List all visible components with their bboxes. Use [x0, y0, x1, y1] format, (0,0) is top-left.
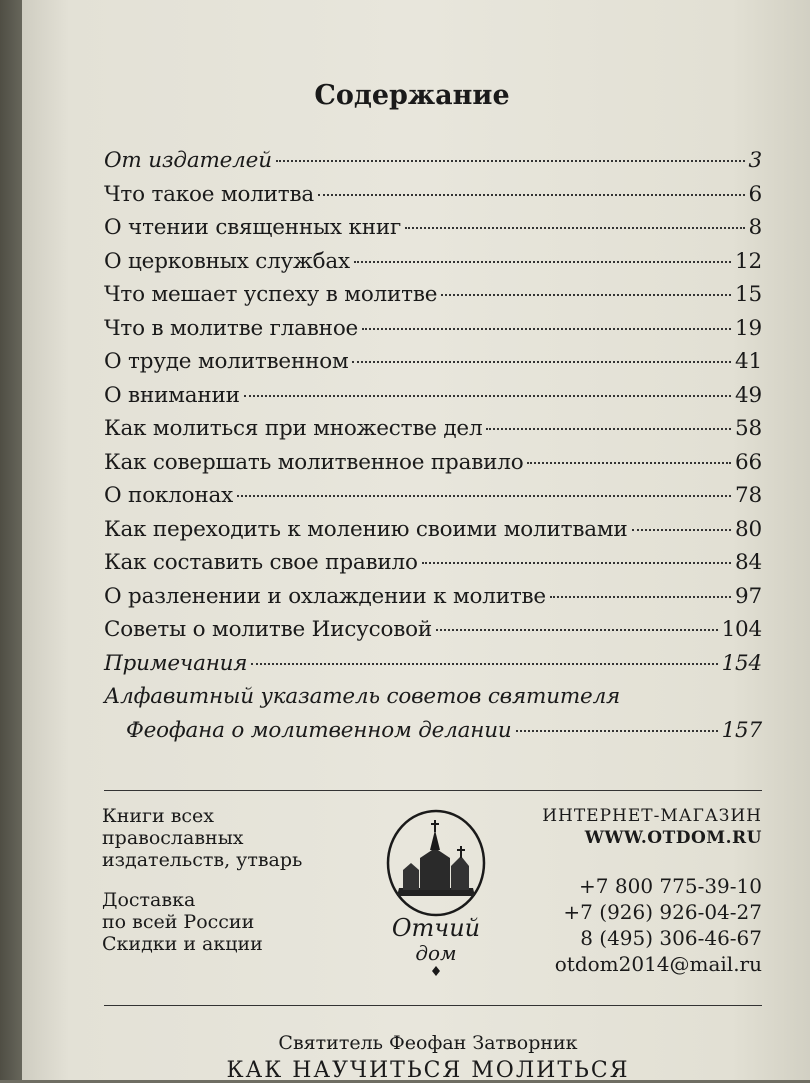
toc-page-number: 104 [721, 617, 762, 642]
toc-page-number: 58 [735, 416, 762, 441]
toc-entry-title: Что в молитве главное [104, 315, 359, 341]
toc-entry [104, 349, 762, 383]
dot-leader [244, 395, 731, 397]
logo-text-2: дом [415, 941, 457, 965]
otchiy-dom-logo [375, 808, 497, 978]
toc-entry [104, 617, 762, 651]
ad-text: православных [102, 827, 244, 849]
email-address[interactable]: otdom2014@mail.ru [554, 952, 762, 976]
divider-top [104, 790, 762, 791]
ad-text: Доставка [102, 889, 196, 911]
toc-entry [104, 282, 762, 316]
shop-label: ИНТЕРНЕТ-МАГАЗИН [542, 806, 762, 826]
dot-leader [527, 462, 731, 464]
toc-page-number: 84 [735, 550, 762, 575]
toc-entry-title: Как составить свое правило [104, 550, 418, 575]
toc-entry-title: О церковных службах [104, 248, 350, 274]
book-title: КАК НАУЧИТЬСЯ МОЛИТЬСЯ [226, 1058, 630, 1083]
toc-entry-title: Как молиться при множестве дел [104, 416, 483, 441]
toc-entry [104, 483, 762, 517]
toc-entry [104, 148, 762, 182]
dot-leader [436, 629, 718, 631]
phone-number: 8 (495) 306-46-67 [580, 926, 762, 950]
divider-bottom [104, 1005, 762, 1006]
toc-page-number: 97 [735, 583, 762, 609]
toc-entry [104, 450, 762, 484]
page-title: Содержание [314, 80, 510, 111]
toc-page-number: 154 [721, 650, 762, 676]
toc-page-number: 66 [735, 449, 762, 475]
toc-page-number: 78 [735, 483, 762, 508]
dot-leader [354, 261, 731, 263]
toc-entry-title: О внимании [104, 382, 240, 408]
dot-leader [486, 428, 731, 430]
toc-entry-title: О чтении священных книг [104, 215, 402, 240]
toc-page-number: 12 [735, 248, 762, 274]
toc-entry [104, 651, 762, 685]
toc-entry-title: Феофана о молитвенном делании [126, 717, 512, 743]
toc-page-number: 157 [721, 717, 762, 743]
phone-number: +7 800 775-39-10 [579, 874, 762, 898]
dot-leader [362, 328, 731, 330]
dot-leader [318, 194, 745, 196]
toc-entry [104, 416, 762, 450]
toc-page-number: 41 [735, 349, 762, 374]
book-page [22, 0, 810, 1083]
logo-text-1: Отчий [391, 914, 481, 942]
toc-page-number: 3 [748, 148, 762, 173]
toc-entry [104, 215, 762, 249]
ad-text: по всей России [102, 911, 255, 933]
dot-leader [516, 730, 718, 732]
dot-leader [550, 596, 731, 598]
author-name: Святитель Феофан Затворник [278, 1032, 578, 1054]
toc-page-number: 80 [735, 516, 762, 542]
dot-leader [352, 361, 731, 363]
toc-entry-title: О труде молитвенном [104, 349, 349, 374]
toc-entry [104, 383, 762, 417]
toc-entry [104, 718, 762, 752]
toc-page-number: 6 [748, 181, 762, 207]
toc-entry-title: О разленении и охлаждении к молитве [104, 583, 546, 609]
toc-entry-title: Как переходить к молению своими молитвами [104, 516, 628, 542]
dot-leader [405, 227, 744, 229]
phone-number: +7 (926) 926-04-27 [563, 900, 762, 924]
toc-entry [104, 517, 762, 551]
dot-leader [251, 663, 717, 665]
toc-entry [104, 584, 762, 618]
dot-leader [276, 160, 745, 162]
toc-entry-title: Алфавитный указатель советов святителя [104, 684, 621, 709]
website-link[interactable]: WWW.OTDOM.RU [584, 828, 762, 848]
ad-left-column [102, 805, 382, 955]
dot-leader [632, 529, 732, 531]
toc-entry-title: Что такое молитва [104, 181, 315, 207]
toc-page-number: 8 [748, 215, 762, 240]
table-of-contents [104, 148, 762, 751]
toc-entry-title: Как совершать молитвенное правило [104, 449, 524, 475]
toc-entry [104, 550, 762, 584]
dot-leader [237, 495, 731, 497]
ad-text: издательств, утварь [102, 849, 303, 871]
toc-entry-title: От издателей [104, 148, 272, 173]
toc-entry-title: Что мешает успеху в молитве [104, 282, 438, 307]
toc-entry [104, 182, 762, 216]
ad-text: Скидки и акции [102, 933, 263, 955]
toc-page-number: 15 [735, 282, 762, 307]
dot-leader [422, 562, 731, 564]
dot-leader [441, 294, 731, 296]
toc-entry-title: Примечания [104, 650, 248, 676]
toc-page-number: 19 [735, 315, 762, 341]
ad-right-column [492, 805, 762, 977]
toc-entry [104, 316, 762, 350]
toc-entry [104, 684, 762, 718]
toc-entry-title: О поклонах [104, 483, 234, 508]
toc-page-number: 49 [735, 382, 762, 408]
ad-text: Книги всех [102, 805, 214, 827]
toc-entry-title: Советы о молитве Иисусовой [104, 617, 432, 642]
toc-entry [104, 249, 762, 283]
